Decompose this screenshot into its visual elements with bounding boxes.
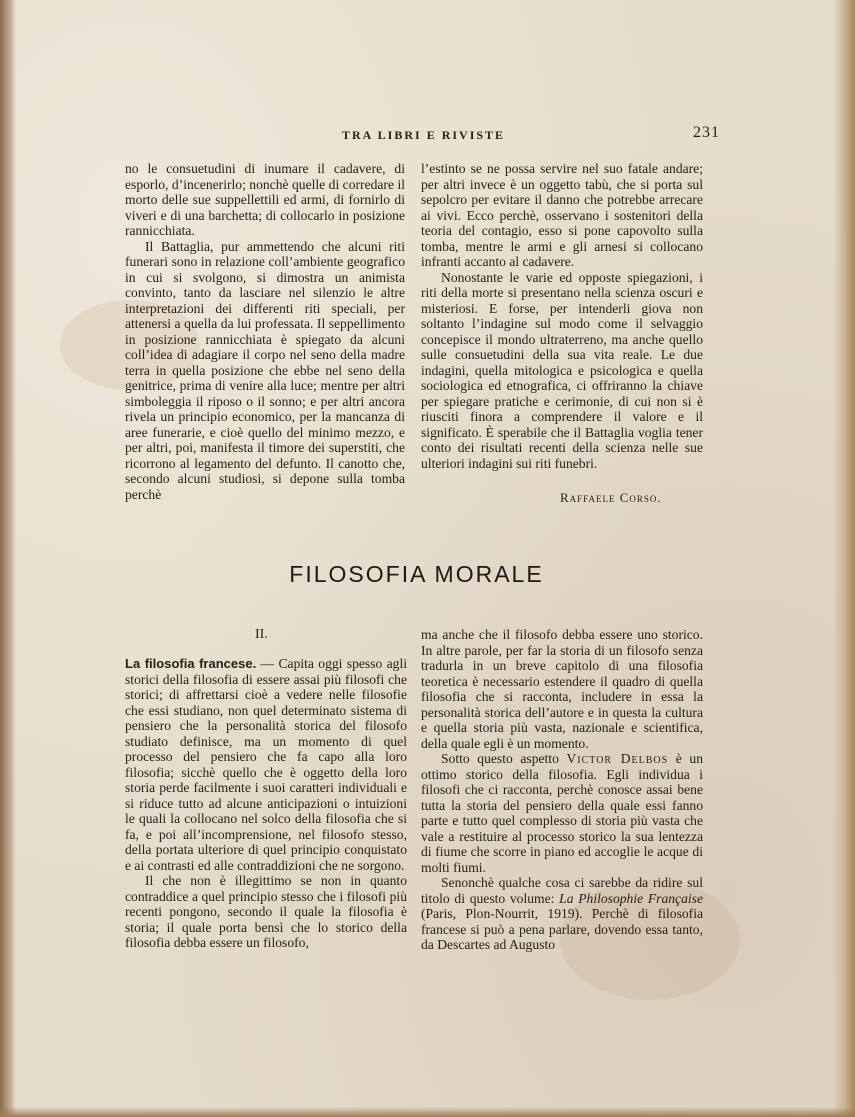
paragraph-text: è un ottimo storico della filosofia. Egli individua i filosofi che ci racconta, perchè conosce assai bene tutta la storia del pensiero della quale essi fanno parte e tutto quel complesso di storia più vasta che vale a restituire al processo storico la sua lentezza di fiume che scorre in piano ed accoglie le acque di molti fiumi. — [421, 751, 703, 875]
paragraph-text: Senonchè qualche cosa ci sarebbe da ridire sul titolo di questo volume: — [421, 875, 703, 906]
book-title: La Philosophie Française — [559, 890, 703, 906]
paragraph-text: — Capita oggi spesso agli storici della filosofia di essere assai più filosofi che storici; di affrettarsi cioè a vedere nelle filosofie che essi studiano, non quel determinato sistema di pensiero che la personalità storica del filosofo studiato definisce, ma un momento di quel processo del pensiero che fa capo alla loro filosofia; sicchè quello che è oggetto della loro storia perde facilmente i suoi caratteri individuali e si riduce tutto ad alcune anticipazioni o intuizioni le quali la collocano nel solco della filosofia che si fa, e poi all’incomprensione, nel filosofo stesso, della portata ulteriore di quel principio conquistato e ai contrasti ed alle contraddizioni che ne sorgono. — [125, 656, 407, 873]
lower-left-column — [125, 656, 407, 951]
paragraph-text: (Paris, Plon-Nourrit, 1919). Perchè di filosofia francese si può a pena parlare, dovendo essa tanto, da Descartes ad Augusto — [421, 906, 703, 952]
paragraph-text: Sotto questo aspetto — [441, 751, 567, 766]
paragraph: Nonostante le varie ed opposte spiegazioni, i riti della morte si presentano nella scienza oscuri e misteriosi. E forse, per intenderli giova non soltanto l’indagine sul modo come il selvaggio concepisce il mondo ultraterreno, ma anche quello sulle consuetudini della sua vita reale. Le due indagini, quella mitologica e psicologica e quella sociologica ed etnografica, ci offriranno la chiave per spiegare pratiche e cerimonie, di cui non si è riusciti finora a comprendere il valore e il significato. È sperabile che il Battaglia voglia tener conto dei risultati recenti della scienza nelle sue ulteriori indagini sui riti funebri. — [421, 269, 703, 471]
paragraph-lead: La filosofia francese. — [125, 656, 257, 671]
paragraph — [125, 656, 407, 873]
page-number: 231 — [693, 124, 720, 141]
upper-left-column — [125, 161, 405, 502]
paragraph: Il che non è illegittimo se non in quanto contraddice a quel principio stesso che i filosofi più recenti pongono, secondo il quale la filosofia è storia; il quale porta bensì che lo storico della filosofia debba essere un filosofo, — [125, 873, 407, 950]
author-signature: Raffaele Corso. — [560, 490, 662, 505]
paragraph — [421, 751, 703, 875]
section-title: FILOSOFIA MORALE — [289, 561, 544, 587]
paragraph: l’estinto se ne possa servire nel suo fatale andare; per altri invece è un oggetto tabù, che si porta sul sepolcro per evitare il danno che potrebbe arrecare ai vivi. Ecco perchè, osservano i sostenitori della teoria del contagio, esso si pone capovolto sulla tomba, mentre le armi e gli arnesi si collocano infranti accanto al cadavere. — [421, 161, 703, 269]
page-bottom-edge — [0, 1107, 855, 1117]
page-left-edge — [0, 0, 16, 1117]
lower-right-column — [421, 627, 703, 953]
paragraph: ma anche che il filosofo debba essere uno storico. In altre parole, per far la storia di un filosofo senza tradurla in un breve capitolo di una filosofia teoretica è necessario estendere il quadro di quella filosofia che si racconta, includere in essa la personalità storica dell’autore e in questa la cultura e quella storia più vasta, nazionale e scientifica, della quale egli è un momento. — [421, 627, 703, 751]
upper-right-column — [421, 161, 703, 471]
author-name: Victor Delbos — [566, 751, 669, 766]
running-title: TRA LIBRI E RIVISTE — [342, 128, 506, 142]
paragraph: Il Battaglia, pur ammettendo che alcuni riti funerari sono in relazione coll’ambiente geografico in cui si svolgono, si dimostra un animista convinto, tanto da lasciare nel silenzio le altre interpretazioni dei differenti riti speciali, per attenersi a quella da lui professata. Il seppellimento in posizione rannicchiata è spiegato da alcuni coll’idea di adagiare il corpo nel seno della madre terra in quella posizione che ebbe nel seno della genitrice, prima di venire alla luce; mentre per altri simboleggia il riposo o il sonno; e per altri ancora rivela un principio economico, per la mancanza di aree funerarie, e cioè quello del minimo mezzo, e per altri, poi, manifesta il timore dei superstiti, che ricorrono al legamento del defunto. Il canotto che, secondo alcuni studiosi, si depone sulla tomba perchè — [125, 238, 405, 502]
page-right-edge — [833, 0, 855, 1117]
paragraph: no le consuetudini di inumare il cadavere, di esporlo, d’incenerirlo; nonchè quelle di corredare il morto delle sue suppellettili ed armi, di fornirlo di viveri e di una barchetta; di collocarlo in posizione rannicchiata. — [125, 161, 405, 238]
section-number: II. — [255, 627, 268, 642]
paragraph — [421, 875, 703, 953]
